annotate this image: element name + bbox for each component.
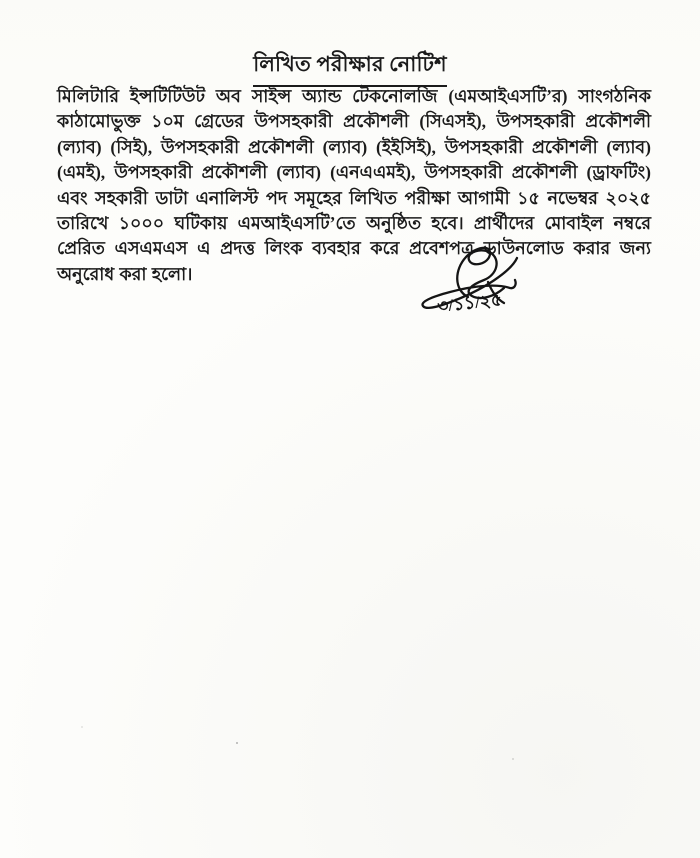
notice-body-paragraph: মিলিটারি ইন্সটিটিউট অব সাইন্স অ্যান্ড টেকনোলজি (এমআইএসটি’র) সাংগঠনিক কাঠামোভুক্ত ১০ম গ্রেডের উপসহকারী প্রকৌশলী (সিএসই), উপসহকারী প্রকৌশলী (ল্যাব) (সিই), উপসহকারী প্রকৌশলী (ল্যাব) (ইইসিই), উপসহকারী প্রকৌশলী (ল্যাব) (এমই), উপসহকারী প্রকৌশলী (ল্যাব) (এনএএমই), উপসহকারী প্রকৌশলী (ড্রাফটিং) এবং সহকারী ডাটা এনালিস্ট পদ সমূহের লিখিত পরীক্ষা আগামী ১৫ নভেম্বর ২০২৫ তারিখে ১০০০ ঘটিকায় এমআইএসটি’তে অনুষ্ঠিত হবে। প্রার্থীদের মোবাইল নম্বরে প্রেরিত এসএমএস এ প্রদত্ত লিংক ব্যবহার করে প্রবেশপত্র ডাউনলোড করার জন্য অনুরোধ করা হলো। [57,86,651,284]
signature-date: ৩/১১/২৫ [436,290,503,316]
signature-block [398,240,570,320]
scan-speck [81,726,83,728]
scan-speck [236,742,238,744]
notice-title-text: লিখিত পরীক্ষার নোটিশ [253,48,447,87]
notice-title [0,48,700,87]
signature-icon [398,240,570,320]
scan-speck [512,758,514,760]
